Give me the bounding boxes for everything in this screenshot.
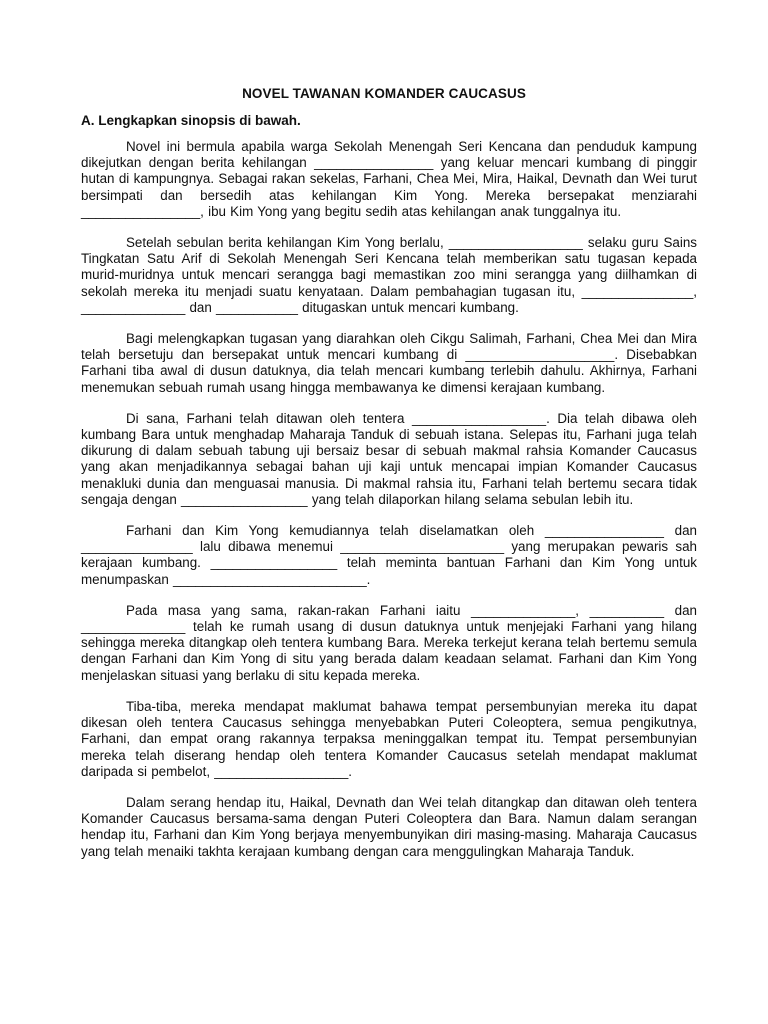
section-heading: A. Lengkapkan sinopsis di bawah. bbox=[81, 113, 301, 128]
synopsis-body bbox=[81, 139, 697, 875]
synopsis-paragraph-1: Novel ini bermula apabila warga Sekolah Menengah Seri Kencana dan penduduk kampung dikejutkan dengan berita kehilangan ________________ yang keluar mencari kumbang di pinggir hutan di kampungnya. Sebagai rakan sekelas, Farhani, Chea Mei, Mira, Haikal, Devnath dan Wei turut bersimpati dan bersedih atas kehilangan Kim Yong. Mereka bersepakat menziarahi ________________, ibu Kim Yong yang begitu sedih atas kehilangan anak tunggalnya itu. bbox=[81, 139, 697, 219]
synopsis-paragraph-8: Dalam serang hendap itu, Haikal, Devnath dan Wei telah ditangkap dan ditawan oleh tentera Komander Caucasus bersama-sama dengan Puteri Coleoptera dan Bara. Namun dalam serangan hendap itu, Farhani dan Kim Yong berjaya menyembunyikan diri masing-masing. Maharaja Caucasus yang telah menaiki takhta kerajaan kumbang dengan cara menggulingkan Maharaja Tanduk. bbox=[81, 794, 697, 859]
synopsis-paragraph-6: Pada masa yang sama, rakan-rakan Farhani iaitu ______________, __________ dan ______________ telah ke rumah usang di dusun datuknya untuk menjejaki Farhani yang hilang sehingga mereka ditangkap oleh tentera kumbang Bara. Mereka terkejut kerana telah bertemu semula dengan Farhani dan Kim Yong di situ yang berada dalam keadaan selamat. Farhani dan Kim Yong menjelaskan situasi yang berlaku di situ kepada mereka. bbox=[81, 602, 697, 683]
synopsis-paragraph-7: Tiba-tiba, mereka mendapat maklumat bahawa tempat persembunyian mereka itu dapat dikesan oleh tentera Caucasus sehingga menyebabkan Puteri Coleoptera, semua pengikutnya, Farhani, dan empat orang rakannya terpaksa meninggalkan tempat itu. Tempat persembunyian mereka telah diserang hendap oleh tentera Komander Caucasus setelah mendapat maklumat daripada si pembelot, __________________. bbox=[81, 698, 697, 779]
synopsis-paragraph-4: Di sana, Farhani telah ditawan oleh tentera __________________. Dia telah dibawa oleh kumbang Bara untuk menghadap Maharaja Tanduk di sebuah istana. Selepas itu, Farhani juga telah dikurung di dalam sebuah tabung uji bersaiz besar di sebuah makmal rahsia Komander Caucasus yang akan menjadikannya sebagai bahan uji kaji untuk mencapai impian Komander Caucasus menakluki dunia dan menguasai manusia. Di makmal rahsia itu, Farhani telah bertemu secara tidak sengaja dengan _________________ yang telah dilaporkan hilang selama sebulan lebih itu. bbox=[81, 410, 697, 507]
synopsis-paragraph-2: Setelah sebulan berita kehilangan Kim Yong berlalu, __________________ selaku guru Sains Tingkatan Satu Arif di Sekolah Menengah Seri Kencana telah memberikan satu tugasan kepada murid-muridnya untuk mencari serangga bagi memastikan zoo mini serangga yang diilhamkan di sekolah mereka itu menjadi suatu kenyataan. Dalam pembahagian tugasan itu, _______________, ______________ dan ___________ ditugaskan untuk mencari kumbang. bbox=[81, 235, 697, 315]
synopsis-paragraph-3: Bagi melengkapkan tugasan yang diarahkan oleh Cikgu Salimah, Farhani, Chea Mei dan Mira telah bersetuju dan bersepakat untuk mencari kumbang di ____________________. Disebabkan Farhani tiba awal di dusun datuknya, dia telah mencari kumbang terlebih dahulu. Akhirnya, Farhani menemukan sebuah rumah usang hingga membawanya ke dimensi kerajaan kumbang. bbox=[81, 331, 697, 395]
synopsis-paragraph-5: Farhani dan Kim Yong kemudiannya telah diselamatkan oleh ________________ dan _______________ lalu dibawa menemui ______________________ yang merupakan pewaris sah kerajaan kumbang. _________________ telah meminta bantuan Farhani dan Kim Yong untuk menumpaskan __________________________. bbox=[81, 523, 697, 587]
document-title: NOVEL TAWANAN KOMANDER CAUCASUS bbox=[242, 86, 526, 101]
